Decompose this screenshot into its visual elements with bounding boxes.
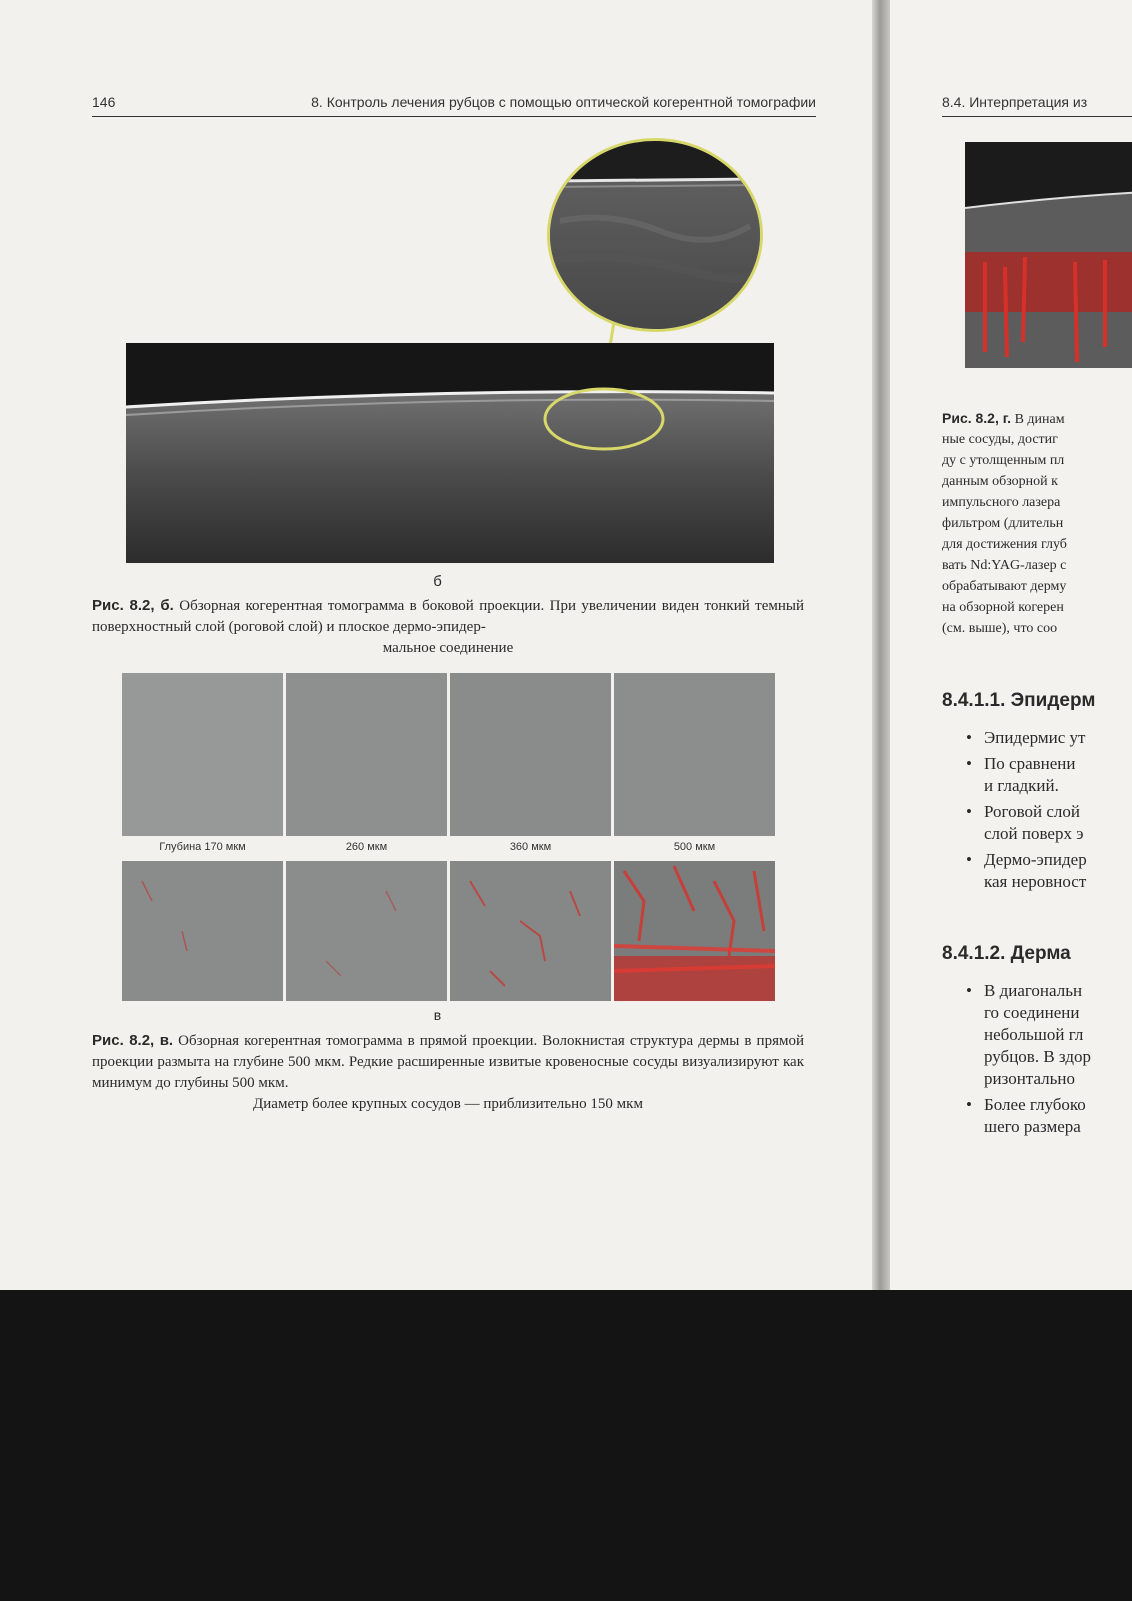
caption-line: фильтром (длительн bbox=[942, 516, 1064, 531]
derma-bullets bbox=[960, 980, 1091, 1142]
figure-g-caption-first bbox=[942, 408, 1065, 430]
bullet-item: • В диагональн го соединени небольшой гл рубцов. В здор ризонтально bbox=[966, 981, 1091, 1088]
doppler-tomogram bbox=[965, 142, 1132, 368]
bullet-item: • Более глубоко шего размера bbox=[966, 1095, 1086, 1136]
bullet-line: небольшой гл bbox=[984, 1025, 1084, 1044]
caption-line: (см. выше), что соо bbox=[942, 621, 1058, 636]
figure-g-tomogram bbox=[965, 142, 1132, 368]
bullet-item: • Эпидермис ут bbox=[966, 728, 1086, 747]
vessel-overlay bbox=[286, 861, 447, 1001]
tile-500-top bbox=[614, 673, 775, 836]
figure-b-tomogram bbox=[126, 343, 774, 563]
caption-line: обрабатывают дерму bbox=[942, 579, 1067, 594]
running-head bbox=[92, 94, 816, 117]
depth-label-260: 260 мкм bbox=[345, 841, 388, 853]
bullet-item: • Дермо-эпидер кая неровност bbox=[966, 850, 1087, 891]
bullet-line: кая неровност bbox=[984, 872, 1087, 891]
depth-label-170: Глубина 170 мкм bbox=[159, 841, 246, 853]
tile-360-top bbox=[450, 673, 611, 836]
figure-v-grid bbox=[122, 673, 774, 1001]
vessel-overlay bbox=[122, 861, 283, 1001]
tile-170-bottom bbox=[122, 861, 283, 1001]
right-page bbox=[890, 0, 1132, 1290]
bullet-line: Эпидермис ут bbox=[984, 728, 1086, 747]
figure-b-label: б bbox=[433, 573, 442, 590]
vessel-overlay bbox=[614, 861, 775, 1001]
bullet-line: ризонтально bbox=[984, 1069, 1075, 1088]
section-heading-derma: 8.4.1.2. Дерма bbox=[942, 943, 1071, 964]
tile-500-bottom bbox=[614, 861, 775, 1001]
tile-360-bottom bbox=[450, 861, 611, 1001]
figure-v-caption bbox=[92, 1030, 804, 1115]
bullet-line: шего размера bbox=[984, 1117, 1081, 1136]
figure-b-caption-text: Обзорная когерентная томограмма в боковой проекции. При увеличении виден тонкий темный поверхностный слой (роговой слой) и плоское дермо-эпидер- bbox=[92, 598, 804, 635]
right-running-head: 8.4. Интерпретация из bbox=[942, 94, 1132, 117]
bullet-item: • Роговой слой слой поверх э bbox=[966, 802, 1084, 843]
figure-b-caption-prefix: Рис. 8.2, б. bbox=[92, 597, 174, 614]
bullet-line: В диагональн bbox=[984, 981, 1083, 1000]
figure-v-label: в bbox=[433, 1007, 442, 1023]
bullet-item: • По сравнени и гладкий. bbox=[966, 754, 1076, 795]
section-heading-epidermis: 8.4.1.1. Эпидерм bbox=[942, 690, 1096, 711]
figure-v-caption-last: Диаметр более крупных сосудов — приблизительно 150 мкм bbox=[253, 1096, 643, 1112]
magnified-callout bbox=[547, 138, 763, 332]
tile-260-top bbox=[286, 673, 447, 836]
scanner-background bbox=[0, 1290, 1132, 1601]
bullet-line: Роговой слой bbox=[984, 802, 1080, 821]
lateral-tomogram bbox=[126, 343, 774, 563]
caption-line: данным обзорной к bbox=[942, 474, 1058, 489]
vessel-overlay bbox=[450, 861, 611, 1001]
caption-line: В динам bbox=[1014, 412, 1065, 427]
bullet-line: Дермо-эпидер bbox=[984, 850, 1087, 869]
bullet-line: слой поверх э bbox=[984, 824, 1084, 843]
figure-v-caption-prefix: Рис. 8.2, в. bbox=[92, 1032, 174, 1049]
callout-tomogram bbox=[550, 141, 760, 329]
bullet-line: и гладкий. bbox=[984, 776, 1059, 795]
tile-260-bottom bbox=[286, 861, 447, 1001]
depth-label-500: 500 мкм bbox=[673, 841, 716, 853]
caption-line: ду с утолщенным пл bbox=[942, 453, 1065, 468]
tile-170-top bbox=[122, 673, 283, 836]
figure-b-caption bbox=[92, 595, 804, 659]
caption-line: вать Nd:YAG-лазер с bbox=[942, 558, 1067, 573]
book-gutter bbox=[872, 0, 890, 1290]
chapter-title: 8. Контроль лечения рубцов с помощью оптической когерентной томографии bbox=[311, 94, 816, 110]
bullet-line: Более глубоко bbox=[984, 1095, 1086, 1114]
figure-g-caption-prefix: Рис. 8.2, г. bbox=[942, 410, 1012, 426]
caption-line: на обзорной когерен bbox=[942, 600, 1064, 615]
page-number: 146 bbox=[92, 94, 116, 110]
caption-line: для достижения глуб bbox=[942, 537, 1067, 552]
caption-line: импульсного лазера bbox=[942, 495, 1061, 510]
caption-line: ные сосуды, достиг bbox=[942, 432, 1058, 447]
figure-b-caption-last: мальное соединение bbox=[382, 640, 514, 656]
bullet-line: рубцов. В здор bbox=[984, 1047, 1091, 1066]
bullet-line: По сравнени bbox=[984, 754, 1076, 773]
bullet-line: го соединени bbox=[984, 1003, 1080, 1022]
figure-v-caption-text: Обзорная когерентная томограмма в прямой проекции. Волокнистая структура дермы в прямой проекции размыта на глубине 500 мкм. Редкие расширенные извитые кровеносные сосуды визуализируют как минимум до глубины 500 мкм. bbox=[92, 1033, 805, 1091]
depth-label-360: 360 мкм bbox=[509, 841, 552, 853]
epidermis-bullets bbox=[960, 727, 1087, 897]
